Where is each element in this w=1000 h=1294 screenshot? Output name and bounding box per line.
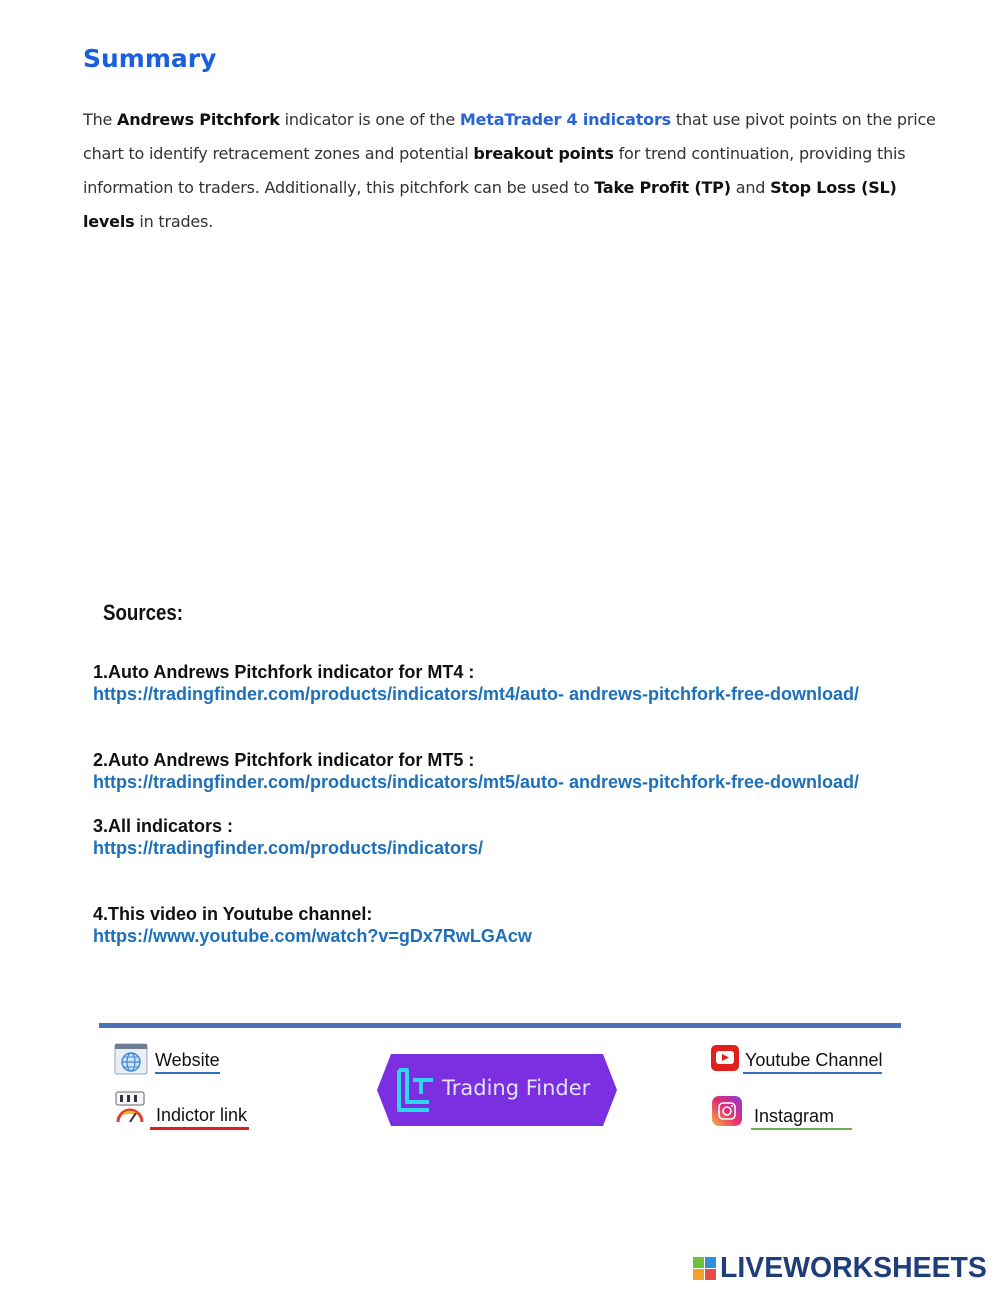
source-label: 3.All indicators : (93, 816, 234, 836)
source-link[interactable]: https://tradingfinder.com/products/indicators/mt5/auto- andrews-pitchfork-free-download/ (93, 772, 860, 792)
logo-text: Trading Finder (442, 1076, 591, 1100)
summary-bold: Andrews Pitchfork (117, 110, 280, 129)
source-label: 1.Auto Andrews Pitchfork indicator for MT4 : (93, 662, 475, 682)
source-link[interactable]: https://tradingfinder.com/products/indicators/mt4/auto- andrews-pitchfork-free-download/ (93, 684, 860, 704)
sources-title: Sources: (103, 600, 184, 625)
instagram-icon[interactable] (711, 1095, 743, 1127)
footer-divider (99, 1023, 901, 1028)
source-item-2 (93, 749, 859, 793)
liveworksheets-icon (693, 1257, 717, 1281)
source-label: 4.This video in Youtube channel: (93, 904, 373, 924)
source-item-1 (93, 661, 859, 705)
website-link[interactable] (155, 1050, 220, 1074)
summary-bold: Take Profit (TP) (594, 178, 731, 197)
indicator-link[interactable] (150, 1105, 249, 1130)
summary-bold: Stop Loss (SL) levels (83, 178, 897, 231)
globe-icon (114, 1043, 148, 1075)
gauge-icon (114, 1091, 148, 1125)
source-item-3 (93, 815, 483, 859)
summary-text: for trend continuation, providing this information to traders. Additionally, this pitchfork can be used to (83, 144, 906, 197)
metatrader-link[interactable]: MetaTrader 4 indicators (459, 110, 671, 129)
source-link[interactable]: https://www.youtube.com/watch?v=gDx7RwLGAcw (93, 926, 532, 946)
source-item-4 (93, 903, 532, 947)
liveworksheets-brand: LIVEWORKSHEETS (720, 1252, 987, 1284)
summary-text: The (83, 110, 118, 129)
summary-text: and (730, 178, 771, 197)
summary-text: indicator is one of the (279, 110, 460, 129)
source-link[interactable]: https://tradingfinder.com/products/indicators/ (93, 838, 484, 858)
summary-text: in trades. (134, 212, 214, 231)
instagram-label[interactable]: Instagram (751, 1106, 852, 1130)
instagram-link[interactable] (751, 1106, 852, 1130)
summary-paragraph (83, 103, 943, 239)
summary-text: that use pivot points on the price chart to identify retracement zones and potential (83, 110, 936, 163)
youtube-link[interactable] (743, 1050, 882, 1074)
website-label[interactable]: Website (155, 1050, 220, 1074)
youtube-icon[interactable] (710, 1044, 740, 1072)
indicator-label[interactable]: Indictor link (150, 1105, 249, 1130)
youtube-label[interactable]: Youtube Channel (743, 1050, 882, 1074)
summary-bold: breakout points (473, 144, 614, 163)
source-label: 2.Auto Andrews Pitchfork indicator for MT5 : (93, 750, 475, 770)
page-title: Summary (83, 44, 217, 73)
